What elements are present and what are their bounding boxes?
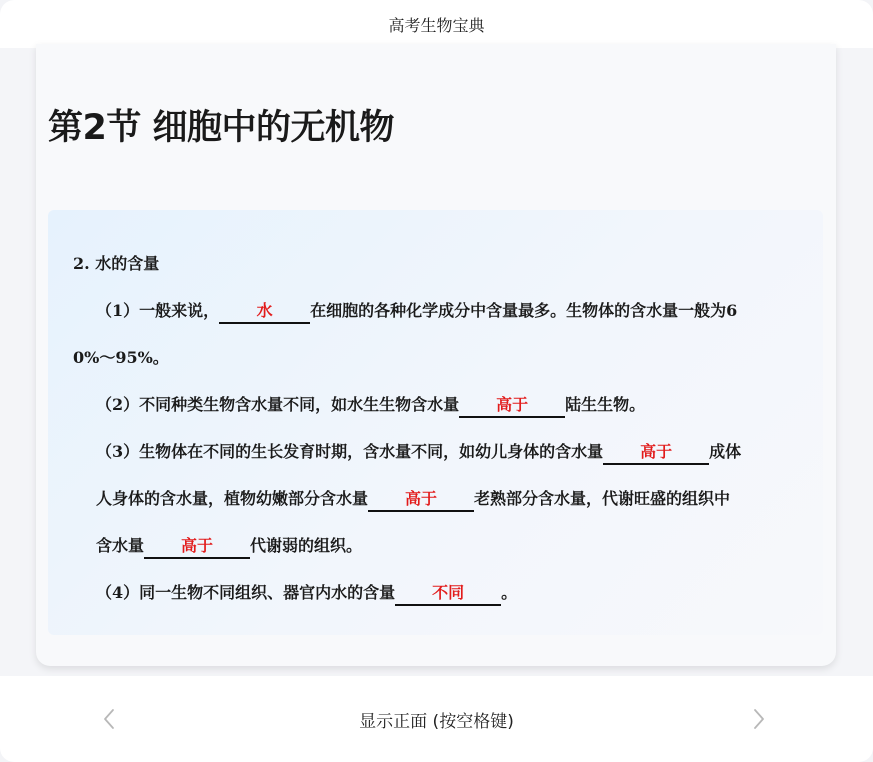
list-item (73, 287, 797, 334)
list-item-continuation: 0%～95%。 (73, 348, 169, 367)
title-bar (0, 0, 873, 48)
blank-answer: 水 (256, 301, 273, 320)
item-text: （2）不同种类生物含水量不同，如水生生物含水量 (96, 395, 460, 414)
item-text: 含水量 (96, 536, 145, 555)
item-text: 在细胞的各种化学成分中含量最多。生物体的含水量一般为6 (310, 301, 738, 320)
item-text: （1）一般来说， (96, 301, 220, 320)
chevron-right-icon[interactable] (747, 706, 771, 732)
item-text: （3）生物体在不同的生长发育时期，含水量不同，如幼儿身体的含水量 (96, 442, 604, 461)
list-item-continuation (73, 522, 797, 569)
flashcard[interactable] (36, 44, 836, 666)
fill-blank (395, 582, 501, 606)
list-item (73, 569, 797, 616)
window-title: 高考生物宝典 (388, 15, 485, 35)
content-heading: 2. 水的含量 (73, 254, 160, 273)
chevron-left-icon[interactable] (97, 706, 121, 732)
blank-answer: 高于 (496, 395, 529, 414)
blank-answer: 高于 (405, 489, 438, 508)
fill-blank (459, 394, 565, 418)
list-item (73, 428, 797, 475)
section-title: 第2节 细胞中的无机物 (48, 108, 395, 148)
blank-answer: 高于 (640, 442, 673, 461)
list-item-continuation (73, 475, 797, 522)
item-text: 陆生生物。 (565, 395, 646, 414)
item-text: （4）同一生物不同组织、器官内水的含量 (96, 583, 396, 602)
item-text: 成体 (709, 442, 742, 461)
item-text: 人身体的含水量，植物幼嫩部分含水量 (96, 489, 369, 508)
fill-blank (603, 441, 709, 465)
flip-card-button[interactable]: 显示正面 (按空格键) (359, 711, 514, 732)
list-item (73, 381, 797, 428)
item-text: 。 (501, 583, 518, 602)
content-box (48, 210, 823, 635)
blank-answer: 高于 (181, 536, 214, 555)
fill-blank (144, 535, 250, 559)
fill-blank (219, 300, 310, 324)
item-text: 代谢弱的组织。 (250, 536, 363, 555)
item-text: 老熟部分含水量，代谢旺盛的组织中 (474, 489, 731, 508)
fill-blank (368, 488, 474, 512)
footer-bar (0, 676, 873, 762)
blank-answer: 不同 (432, 583, 465, 602)
